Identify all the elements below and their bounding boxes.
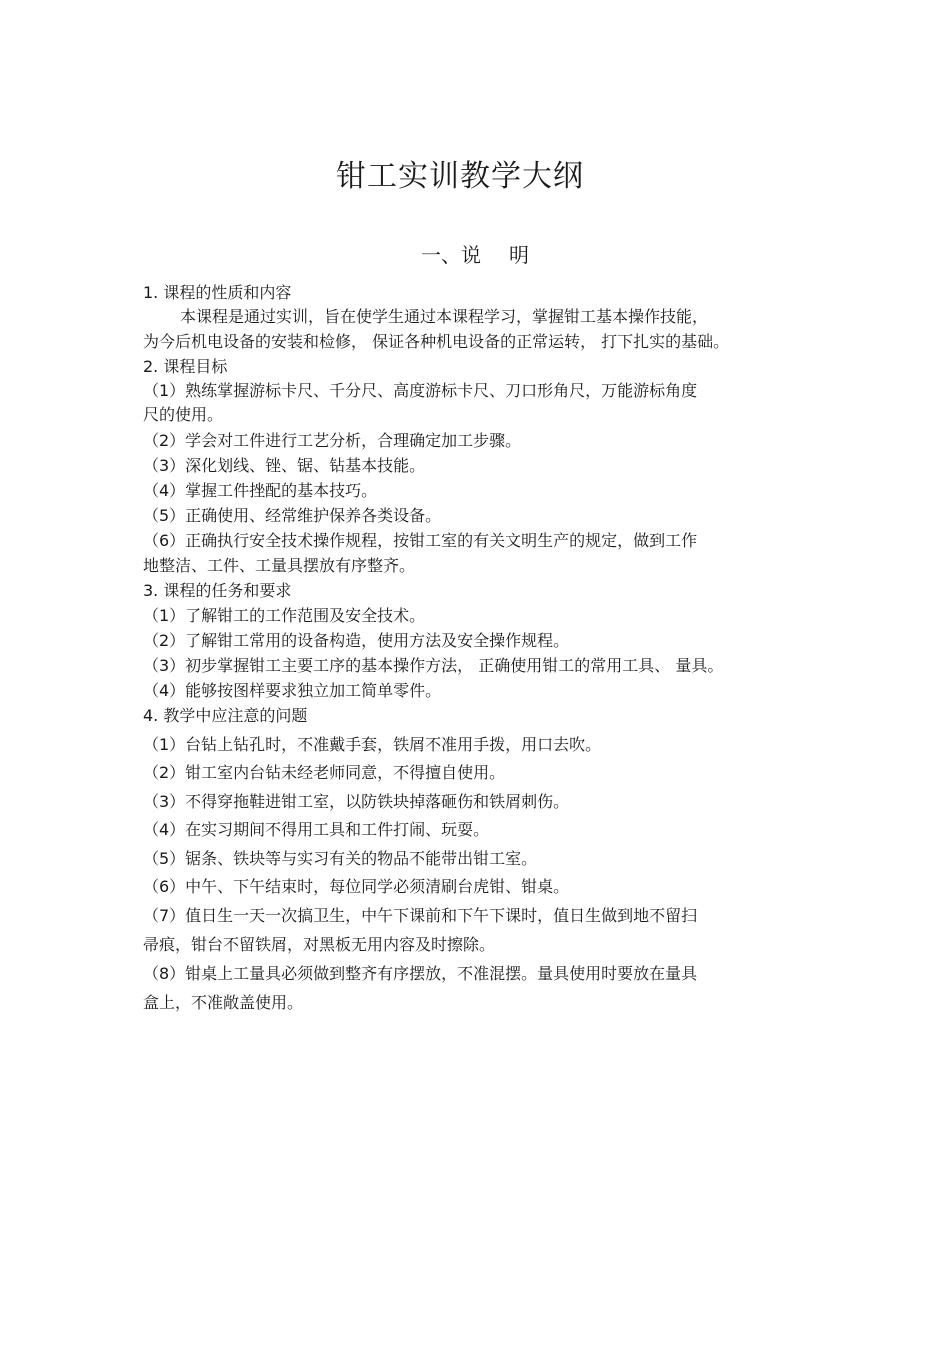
heading-course-goals: 2. 课程目标	[143, 357, 228, 376]
list-item: （2）学会对工件进行工艺分析，合理确定加工步骤。	[143, 431, 522, 450]
list-item: （1）熟练掌握游标卡尺、千分尺、高度游标卡尺、刀口形角尺，万能游标角度	[143, 381, 698, 400]
list-item: （5）正确使用、经常维护保养各类设备。	[143, 506, 442, 525]
heading-course-nature: 1. 课程的性质和内容	[143, 283, 292, 302]
list-item: （3）不得穿拖鞋进钳工室，以防铁块掉落砸伤和铁屑刺伤。	[143, 792, 570, 811]
list-item: （8）钳桌上工量具必须做到整齐有序摆放，不准混摆。量具使用时要放在量具	[143, 964, 698, 983]
list-item-continuation: 地整洁、工件、工量具摆放有序整齐。	[143, 556, 416, 575]
list-item: （2）钳工室内台钻未经老师同意，不得擅自使用。	[143, 763, 506, 782]
paragraph-line: 为今后机电设备的安装和检修， 保证各种机电设备的正常运转， 打下扎实的基础。	[143, 332, 730, 351]
list-item-continuation: 盒上，不准敞盖使用。	[143, 993, 304, 1012]
heading-teaching-notes: 4. 教学中应注意的问题	[143, 706, 308, 725]
document-title: 钳工实训教学大纲	[336, 159, 584, 194]
section-heading-part2: 明	[509, 243, 529, 267]
list-item: （5）锯条、铁块等与实习有关的物品不能带出钳工室。	[143, 849, 538, 868]
heading-course-tasks: 3. 课程的任务和要求	[143, 581, 292, 600]
list-item: （1）了解钳工的工作范围及安全技术。	[143, 606, 426, 625]
list-item: （2）了解钳工常用的设备构造，使用方法及安全操作规程。	[143, 631, 570, 650]
list-item: （4）在实习期间不得用工具和工件打闹、玩耍。	[143, 820, 490, 839]
list-item: （6）中午、下午结束时，每位同学必须清刷台虎钳、钳桌。	[143, 877, 570, 896]
list-item: （3）深化划线、锉、锯、钻基本技能。	[143, 456, 426, 475]
list-item-continuation: 尺的使用。	[143, 405, 224, 424]
list-item: （7）值日生一天一次搞卫生，中午下课前和下午下课时，值日生做到地不留扫	[143, 906, 698, 925]
list-item: （4）能够按图样要求独立加工简单零件。	[143, 681, 442, 700]
list-item: （6）正确执行安全技术操作规程，按钳工室的有关文明生产的规定，做到工作	[143, 531, 698, 550]
paragraph-line: 本课程是通过实训，旨在使学生通过本课程学习，掌握钳工基本操作技能，	[180, 307, 709, 326]
list-item-continuation: 帚痕，钳台不留铁屑，对黑板无用内容及时擦除。	[143, 935, 496, 954]
section-heading-part1: 一、说	[421, 243, 481, 267]
list-item: （1）台钻上钻孔时，不准戴手套，铁屑不准用手拨，用口去吹。	[143, 735, 602, 754]
list-item: （3）初步掌握钳工主要工序的基本操作方法， 正确使用钳工的常用工具、 量具。	[143, 656, 724, 675]
section-heading	[0, 240, 950, 270]
list-item: （4）掌握工件挫配的基本技巧。	[143, 481, 378, 500]
